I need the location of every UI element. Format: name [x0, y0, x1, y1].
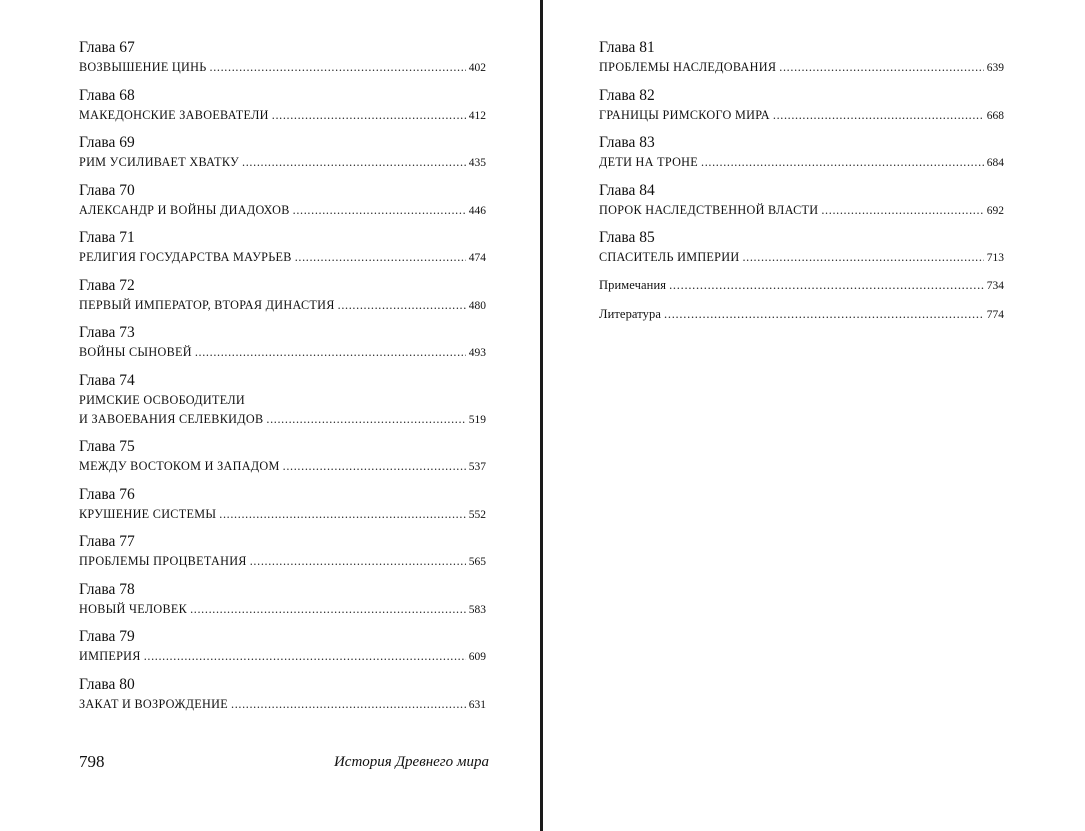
left-page — [0, 0, 540, 831]
dot-leader — [338, 296, 466, 314]
chapter-title: МАКЕДОНСКИЕ ЗАВОЕВАТЕЛИ — [79, 107, 269, 122]
page-number: 480 — [468, 299, 486, 312]
page-number: 734 — [986, 279, 1004, 292]
notes-title: Примечания — [599, 277, 667, 292]
chapter-number: Глава 85 — [599, 229, 655, 246]
dot-leader — [283, 457, 466, 475]
chapter-number: Глава 76 — [79, 485, 135, 503]
page-number: 402 — [468, 62, 486, 74]
toc-entry[interactable] — [79, 276, 486, 314]
chapter-title: РЕЛИГИЯ ГОСУДАРСТВА МАУРЬЕВ — [79, 250, 292, 264]
toc-entry[interactable] — [79, 580, 486, 618]
toc-title-line — [79, 153, 486, 171]
toc-entry[interactable] — [79, 86, 486, 124]
chapter-number: Глава 68 — [79, 86, 135, 104]
page-number: 412 — [468, 109, 486, 122]
page-footer — [79, 752, 489, 774]
page-number: 631 — [468, 698, 486, 711]
toc-title-line — [79, 695, 486, 713]
chapter-number: Глава 73 — [79, 324, 135, 341]
chapter-title: НОВЫЙ ЧЕЛОВЕК — [79, 601, 188, 616]
page-number: 565 — [468, 556, 486, 568]
dot-leader — [664, 305, 984, 323]
chapter-number: Глава 74 — [79, 371, 135, 389]
page-number: 774 — [986, 308, 1004, 321]
chapter-number: Глава 70 — [79, 181, 135, 199]
toc-entry[interactable] — [599, 181, 1004, 219]
page-number: 692 — [986, 204, 1004, 217]
chapter-title: СПАСИТЕЛЬ ИМПЕРИИ — [599, 250, 740, 264]
toc-entry[interactable] — [79, 627, 486, 665]
chapter-title: АЛЕКСАНДР И ВОЙНЫ ДИАДОХОВ — [79, 202, 290, 217]
chapter-number: Глава 78 — [79, 580, 135, 598]
toc-entry[interactable] — [599, 133, 1004, 171]
chapter-number: Глава 82 — [599, 86, 655, 104]
dot-leader — [190, 600, 466, 618]
dot-leader — [242, 153, 466, 171]
toc-title-line — [599, 58, 1004, 76]
dot-leader — [195, 343, 466, 361]
chapter-title: И ЗАВОЕВАНИЯ СЕЛЕВКИДОВ — [79, 411, 264, 426]
toc-entry[interactable] — [79, 371, 486, 428]
chapter-title: КРУШЕНИЕ СИСТЕМЫ — [79, 506, 217, 521]
chapter-title: ПОРОК НАСЛЕДСТВЕННОЙ ВЛАСТИ — [599, 202, 819, 217]
chapter-title: ПРОБЛЕМЫ НАСЛЕДОВАНИЯ — [599, 60, 777, 74]
toc-title-line — [79, 201, 486, 219]
toc-title-line — [79, 343, 486, 361]
dot-leader — [295, 248, 466, 266]
dot-leader — [773, 106, 984, 124]
toc-title-line — [79, 248, 486, 266]
toc-title-line — [79, 647, 486, 665]
chapter-title: ЗАКАТ И ВОЗРОЖДЕНИЕ — [79, 696, 228, 711]
page-number: 713 — [986, 252, 1004, 264]
dot-leader — [231, 695, 466, 713]
toc-title-line — [79, 106, 486, 124]
toc-entry[interactable] — [79, 228, 486, 266]
chapter-title: ИМПЕРИЯ — [79, 649, 141, 663]
toc-entry[interactable] — [79, 133, 486, 171]
toc-left — [79, 38, 486, 722]
page-number: 552 — [468, 508, 486, 521]
running-title: История Древнего мира — [333, 754, 489, 770]
toc-title-line — [79, 58, 486, 76]
toc-entry-notes[interactable] — [599, 276, 1004, 294]
dot-leader — [293, 201, 466, 219]
right-page — [543, 0, 1085, 831]
literature-title: Литература — [599, 306, 661, 321]
chapter-title-line-1: РИМСКИЕ ОСВОБОДИТЕЛИ — [79, 392, 245, 407]
folio-page-number: 798 — [79, 752, 105, 771]
chapter-number: Глава 81 — [599, 39, 655, 56]
chapter-number: Глава 84 — [599, 181, 655, 199]
chapter-number: Глава 83 — [599, 134, 655, 151]
dot-leader — [210, 58, 466, 76]
toc-title-line — [599, 153, 1004, 171]
toc-title-line — [599, 248, 1004, 266]
chapter-number: Глава 72 — [79, 276, 135, 294]
page-number: 639 — [986, 62, 1004, 74]
dot-leader — [701, 153, 984, 171]
chapter-title: ВОЗВЫШЕНИЕ ЦИНЬ — [79, 60, 207, 74]
chapter-title: РИМ УСИЛИВАЕТ ХВАТКУ — [79, 155, 240, 169]
toc-entry[interactable] — [79, 437, 486, 475]
toc-title-line — [79, 600, 486, 618]
toc-entry[interactable] — [79, 38, 486, 76]
page-number: 435 — [468, 157, 486, 169]
toc-title-line — [79, 552, 486, 570]
dot-leader — [821, 201, 983, 219]
back-matter — [599, 276, 1004, 323]
page-number: 537 — [468, 461, 486, 473]
chapter-title: МЕЖДУ ВОСТОКОМ И ЗАПАДОМ — [79, 459, 280, 473]
dot-leader — [250, 552, 466, 570]
page-number: 519 — [468, 413, 486, 426]
toc-entry[interactable] — [79, 323, 486, 361]
chapter-title: ГРАНИЦЫ РИМСКОГО МИРА — [599, 107, 770, 122]
dot-leader — [219, 505, 465, 523]
page-number: 474 — [468, 252, 486, 264]
toc-title-line — [79, 457, 486, 475]
toc-entry-literature[interactable] — [599, 305, 1004, 323]
page-number: 609 — [468, 651, 486, 663]
chapter-number: Глава 75 — [79, 438, 135, 455]
toc-entry[interactable] — [599, 38, 1004, 76]
toc-title-line — [599, 201, 1004, 219]
chapter-number: Глава 69 — [79, 134, 135, 151]
chapter-title: ПРОБЛЕМЫ ПРОЦВЕТАНИЯ — [79, 554, 247, 568]
chapter-number: Глава 79 — [79, 628, 135, 645]
chapter-title: ДЕТИ НА ТРОНЕ — [599, 155, 699, 169]
toc-entry[interactable] — [599, 228, 1004, 266]
toc-entry[interactable] — [79, 532, 486, 570]
toc-title-line — [79, 410, 486, 428]
toc-title-line — [599, 106, 1004, 124]
page-number: 668 — [986, 109, 1004, 122]
chapter-number: Глава 67 — [79, 39, 135, 56]
dot-leader — [669, 276, 984, 294]
dot-leader — [144, 647, 466, 665]
toc-entry[interactable] — [79, 485, 486, 523]
toc-entry[interactable] — [599, 86, 1004, 124]
page-number: 446 — [468, 204, 486, 217]
chapter-number: Глава 71 — [79, 229, 135, 246]
chapter-title: ВОЙНЫ СЫНОВЕЙ — [79, 345, 192, 359]
chapter-number: Глава 80 — [79, 675, 135, 693]
dot-leader — [742, 248, 983, 266]
toc-entry[interactable] — [79, 675, 486, 713]
page-number: 583 — [468, 603, 486, 616]
toc-entry[interactable] — [79, 181, 486, 219]
toc-title-line — [79, 505, 486, 523]
chapter-title: ПЕРВЫЙ ИМПЕРАТОР, ВТОРАЯ ДИНАСТИЯ — [79, 297, 335, 312]
page-number: 493 — [468, 347, 486, 359]
dot-leader — [272, 106, 466, 124]
toc-title-line — [79, 296, 486, 314]
page-number: 684 — [986, 157, 1004, 169]
toc-right — [599, 38, 1004, 334]
dot-leader — [779, 58, 983, 76]
chapter-number: Глава 77 — [79, 533, 135, 550]
dot-leader — [266, 410, 465, 428]
